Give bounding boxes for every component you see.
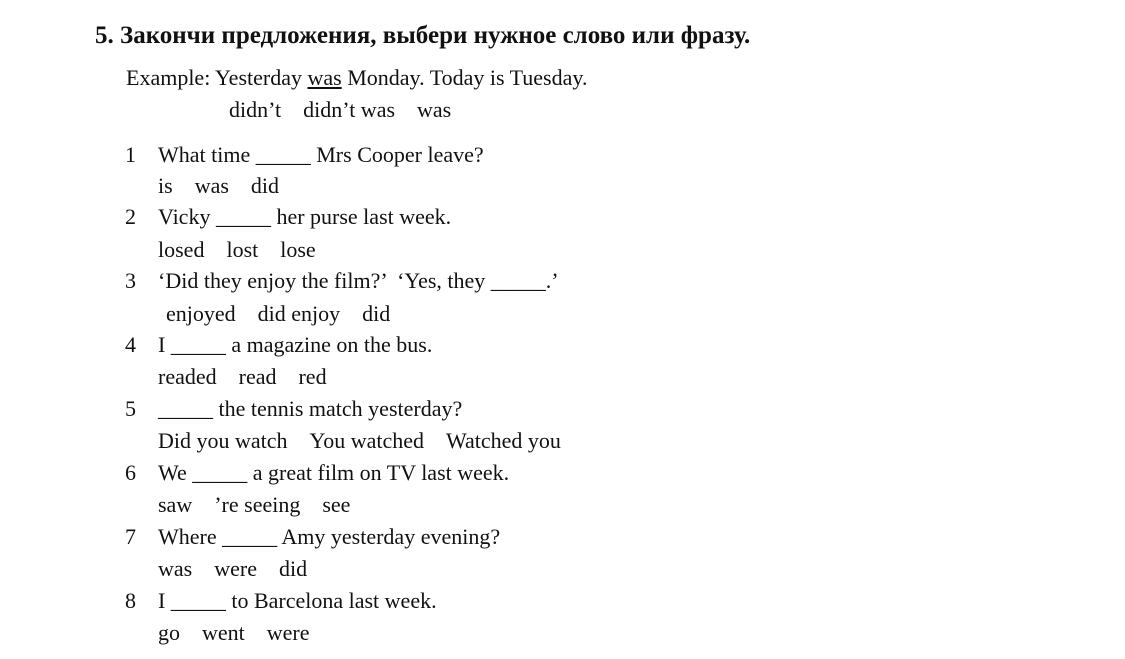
answer-option[interactable]: readed [158, 364, 217, 389]
example-sentence [126, 64, 587, 92]
question-text: I _____ to Barcelona last week. [158, 588, 437, 613]
question-text: I _____ a magazine on the bus. [158, 332, 433, 357]
example-answer: was [307, 65, 342, 90]
exercise-title: 5. Закончи предложения, выбери нужное слово или фразу. [95, 22, 751, 49]
answer-option[interactable]: was [158, 556, 193, 581]
question-number: 2 [125, 204, 136, 229]
answer-option[interactable]: ’re seeing [214, 492, 301, 517]
question-number: 8 [125, 588, 136, 613]
answer-options [158, 491, 350, 519]
question-text: What time _____ Mrs Cooper leave? [158, 142, 484, 167]
answer-option[interactable]: saw [158, 492, 193, 517]
answer-option[interactable]: did [278, 556, 308, 581]
example-options [229, 96, 473, 124]
answer-option[interactable]: is [158, 173, 173, 198]
question-number: 7 [125, 524, 136, 549]
example-option: didn’t [229, 97, 282, 122]
question-number: 4 [125, 332, 136, 357]
answer-option[interactable]: see [322, 492, 351, 517]
answer-option[interactable]: Did you watch [158, 428, 288, 453]
answer-option[interactable]: were [266, 620, 310, 645]
example-suffix: Monday. Today is Tuesday. [341, 65, 588, 90]
answer-option[interactable]: enjoyed [166, 301, 236, 326]
answer-options [166, 300, 390, 328]
answer-option[interactable]: lost [226, 237, 259, 262]
question-number: 6 [125, 460, 136, 485]
answer-options [158, 427, 561, 455]
answer-option[interactable]: did enjoy [257, 301, 341, 326]
question-number: 1 [125, 142, 136, 167]
answer-options [158, 363, 327, 391]
answer-option[interactable]: red [298, 364, 327, 389]
question-text: Vicky _____ her purse last week. [158, 204, 452, 229]
answer-option[interactable]: did [362, 301, 391, 326]
answer-option[interactable]: did [250, 173, 280, 198]
answer-option[interactable]: lose [280, 237, 316, 262]
answer-option[interactable]: went [202, 620, 245, 645]
answer-options [158, 172, 279, 200]
answer-options [158, 619, 310, 647]
answer-option[interactable]: losed [158, 237, 205, 262]
question-number: 3 [125, 268, 136, 293]
question-number: 5 [125, 396, 136, 421]
question-text: _____ the tennis match yesterday? [158, 396, 463, 421]
example-option: was [417, 97, 452, 122]
answer-option[interactable]: was [194, 173, 229, 198]
answer-option[interactable]: You watched [309, 428, 425, 453]
answer-option[interactable]: were [214, 556, 257, 581]
question-text: ‘Did they enjoy the film?’ ‘Yes, they _____.’ [158, 268, 559, 293]
answer-options [158, 236, 316, 264]
example-option: didn’t was [303, 97, 396, 122]
question-text: Where _____ Amy yesterday evening? [158, 524, 501, 549]
answer-option[interactable]: read [238, 364, 277, 389]
example-prefix: Example: Yesterday [126, 65, 308, 90]
question-text: We _____ a great film on TV last week. [158, 460, 510, 485]
answer-options [158, 555, 307, 583]
answer-option[interactable]: go [158, 620, 180, 645]
answer-option[interactable]: Watched you [446, 428, 561, 453]
